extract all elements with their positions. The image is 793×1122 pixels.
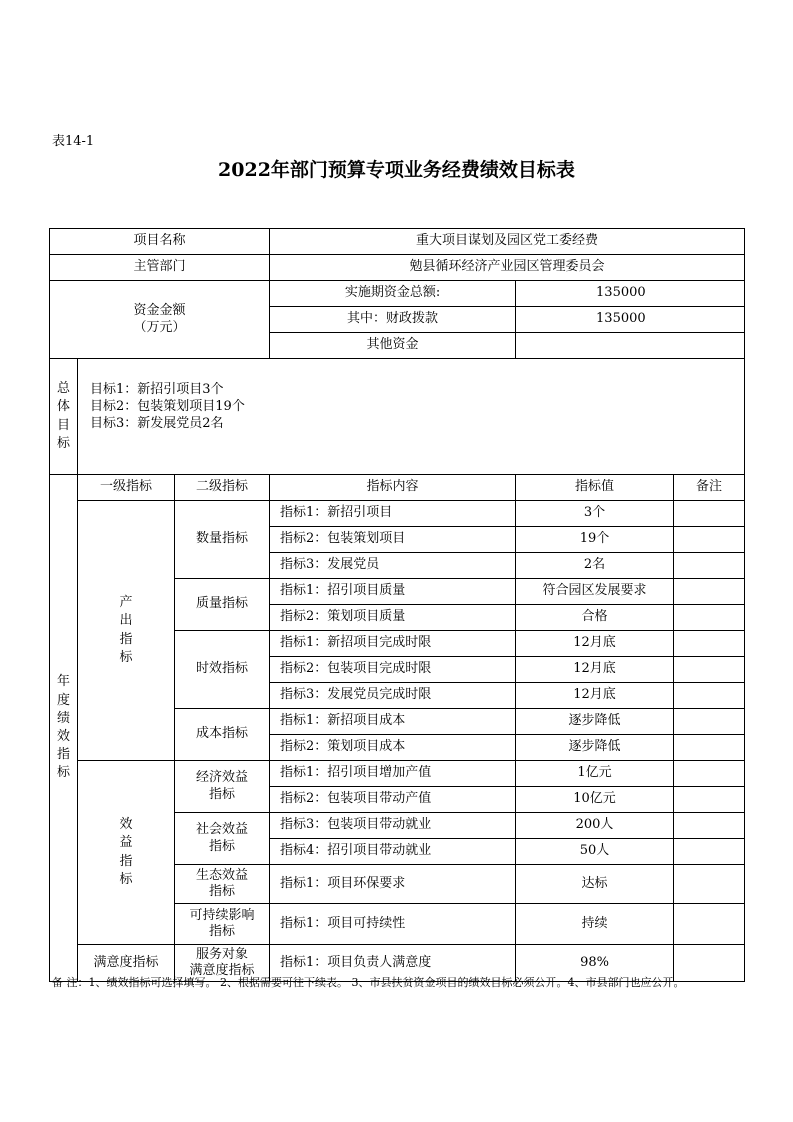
- table-row: [50, 761, 745, 787]
- indicator-value: 12月底: [516, 683, 674, 709]
- sustain-label-line: 指标: [209, 924, 236, 939]
- table-number: 表14-1: [52, 134, 95, 149]
- goal-item: 目标1：新招引项目3个: [90, 382, 224, 397]
- indicator-value: 10亿元: [516, 787, 674, 813]
- service-label-line: 满意度指标: [189, 963, 255, 978]
- eco-label-line: 指标: [209, 884, 236, 899]
- department-value: 勉县循环经济产业园区管理委员会: [270, 255, 745, 281]
- eco-label-line: 生态效益: [196, 867, 249, 883]
- indicator-content: 指标1：招引项目增加产值: [270, 761, 516, 787]
- quantity-indicator-label: 数量指标: [175, 501, 270, 579]
- economic-label-line: 指标: [209, 786, 236, 802]
- satisfaction-indicator-label: 满意度指标: [78, 945, 175, 982]
- annual-label-char: 指: [56, 747, 70, 763]
- output-label-char: 产: [119, 595, 133, 611]
- indicator-remark: [674, 865, 745, 904]
- indicator-remark: [674, 787, 745, 813]
- indicator-remark: [674, 904, 745, 945]
- indicator-remark: [674, 631, 745, 657]
- page-title: 2022年部门预算专项业务经费绩效目标表: [218, 159, 575, 181]
- indicator-value: 持续: [516, 904, 674, 945]
- fund-other-value: [516, 333, 745, 359]
- indicator-content: 指标1：新招项目成本: [270, 709, 516, 735]
- row-project-name: [50, 229, 745, 255]
- quality-indicator-label: 质量指标: [175, 579, 270, 631]
- indicator-remark: [674, 761, 745, 787]
- overall-label-char: 目: [56, 417, 70, 433]
- fund-fiscal-value: 135000: [516, 307, 745, 333]
- indicator-content: 指标2：包装项目带动产值: [270, 787, 516, 813]
- annual-label-char: 度: [56, 692, 70, 708]
- row-fund-total: [50, 281, 745, 307]
- table-row: [50, 501, 745, 527]
- economic-label-line: 经济效益: [196, 770, 249, 786]
- annual-label-char: 绩: [56, 710, 70, 726]
- fund-total-label: 实施期资金总额:: [270, 281, 516, 307]
- indicator-value: 逐步降低: [516, 709, 674, 735]
- indicator-content: 指标3：发展党员完成时限: [270, 683, 516, 709]
- goal-item: 目标3：新发展党员2名: [90, 416, 224, 431]
- indicator-value: 2名: [516, 553, 674, 579]
- indicator-remark: [674, 839, 745, 865]
- row-department: [50, 255, 745, 281]
- indicator-remark: [674, 501, 745, 527]
- project-name-label: 项目名称: [50, 229, 270, 255]
- indicator-remark: [674, 735, 745, 761]
- economic-indicator-label: [175, 761, 270, 813]
- output-label-char: 出: [119, 613, 133, 629]
- timeliness-indicator-label: 时效指标: [175, 631, 270, 709]
- benefit-label-char: 效: [119, 817, 133, 833]
- output-indicator-label: [78, 501, 175, 761]
- benefit-label-char: 益: [119, 835, 133, 851]
- overall-goals-content: [78, 359, 745, 475]
- header-value: 指标值: [516, 475, 674, 501]
- indicator-content: 指标2：包装策划项目: [270, 527, 516, 553]
- output-label-char: 标: [119, 649, 133, 665]
- fund-total-value: 135000: [516, 281, 745, 307]
- header-level2: 二级指标: [175, 475, 270, 501]
- eco-indicator-label: [175, 865, 270, 904]
- indicator-value: 12月底: [516, 631, 674, 657]
- fund-other-label: 其他资金: [270, 333, 516, 359]
- indicator-value: 合格: [516, 605, 674, 631]
- indicator-content: 指标4：招引项目带动就业: [270, 839, 516, 865]
- indicator-value: 达标: [516, 865, 674, 904]
- social-label-line: 指标: [209, 838, 236, 854]
- annual-label-char: 效: [56, 729, 70, 744]
- sustain-label-line: 可持续影响: [189, 907, 255, 923]
- indicator-content: 指标1：项目环保要求: [270, 865, 516, 904]
- indicator-content: 指标1：项目负责人满意度: [270, 945, 516, 982]
- indicator-value: 50人: [516, 839, 674, 865]
- indicator-value: 19个: [516, 527, 674, 553]
- header-remark: 备注: [674, 475, 745, 501]
- fund-fiscal-label: 其中：财政拨款: [270, 307, 516, 333]
- benefit-label-char: 指: [119, 853, 133, 869]
- fund-label: 资金金额: [133, 303, 186, 319]
- fund-unit: （万元）: [133, 319, 186, 335]
- indicator-value: 200人: [516, 813, 674, 839]
- indicator-remark: [674, 813, 745, 839]
- indicator-content: 指标1：新招引项目: [270, 501, 516, 527]
- output-label-char: 指: [119, 631, 133, 647]
- indicator-content: 指标1：新招项目完成时限: [270, 631, 516, 657]
- indicator-content: 指标2：策划项目质量: [270, 605, 516, 631]
- row-annual-header: [50, 475, 745, 501]
- header-content: 指标内容: [270, 475, 516, 501]
- indicator-content: 指标1：招引项目质量: [270, 579, 516, 605]
- footer-note: 备 注：1、绩效指标可选择填写。 2、根据需要可往下续表。 3、市县扶贫资金项目的绩效目标必须公开。4、市县部门也应公开。: [52, 976, 685, 989]
- indicator-value: 符合园区发展要求: [516, 579, 674, 605]
- indicator-value: 98%: [516, 945, 674, 982]
- indicator-remark: [674, 605, 745, 631]
- header-level1: 一级指标: [78, 475, 175, 501]
- project-name-value: 重大项目谋划及园区党工委经费: [270, 229, 745, 255]
- indicator-value: 逐步降低: [516, 735, 674, 761]
- indicator-value: 1亿元: [516, 761, 674, 787]
- fund-label-cell: [50, 281, 270, 359]
- indicator-value: 12月底: [516, 657, 674, 683]
- indicator-content: 指标3：包装项目带动就业: [270, 813, 516, 839]
- overall-label-char: 总: [56, 381, 70, 397]
- indicator-content: 指标2：策划项目成本: [270, 735, 516, 761]
- row-overall-goals: [50, 359, 745, 475]
- department-label: 主管部门: [50, 255, 270, 281]
- overall-label-char: 标: [56, 435, 70, 451]
- service-label-line: 服务对象: [196, 946, 249, 962]
- goal-item: 目标2：包装策划项目19个: [90, 399, 245, 414]
- social-label-line: 社会效益: [196, 822, 249, 838]
- annual-label: [50, 475, 78, 982]
- indicator-value: 3个: [516, 501, 674, 527]
- annual-label-char: 标: [56, 765, 70, 781]
- overall-goals-label: [50, 359, 78, 475]
- social-indicator-label: [175, 813, 270, 865]
- annual-label-char: 年: [56, 674, 70, 690]
- indicator-content: 指标2：包装项目完成时限: [270, 657, 516, 683]
- indicator-content: 指标1：项目可持续性: [270, 904, 516, 945]
- performance-table: [49, 228, 745, 982]
- indicator-remark: [674, 683, 745, 709]
- indicator-content: 指标3：发展党员: [270, 553, 516, 579]
- indicator-remark: [674, 527, 745, 553]
- benefit-label-char: 标: [119, 871, 133, 887]
- overall-label-char: 体: [56, 399, 70, 415]
- indicator-remark: [674, 553, 745, 579]
- sustain-indicator-label: [175, 904, 270, 945]
- indicator-remark: [674, 709, 745, 735]
- benefit-indicator-label: [78, 761, 175, 945]
- cost-indicator-label: 成本指标: [175, 709, 270, 761]
- indicator-remark: [674, 579, 745, 605]
- indicator-remark: [674, 657, 745, 683]
